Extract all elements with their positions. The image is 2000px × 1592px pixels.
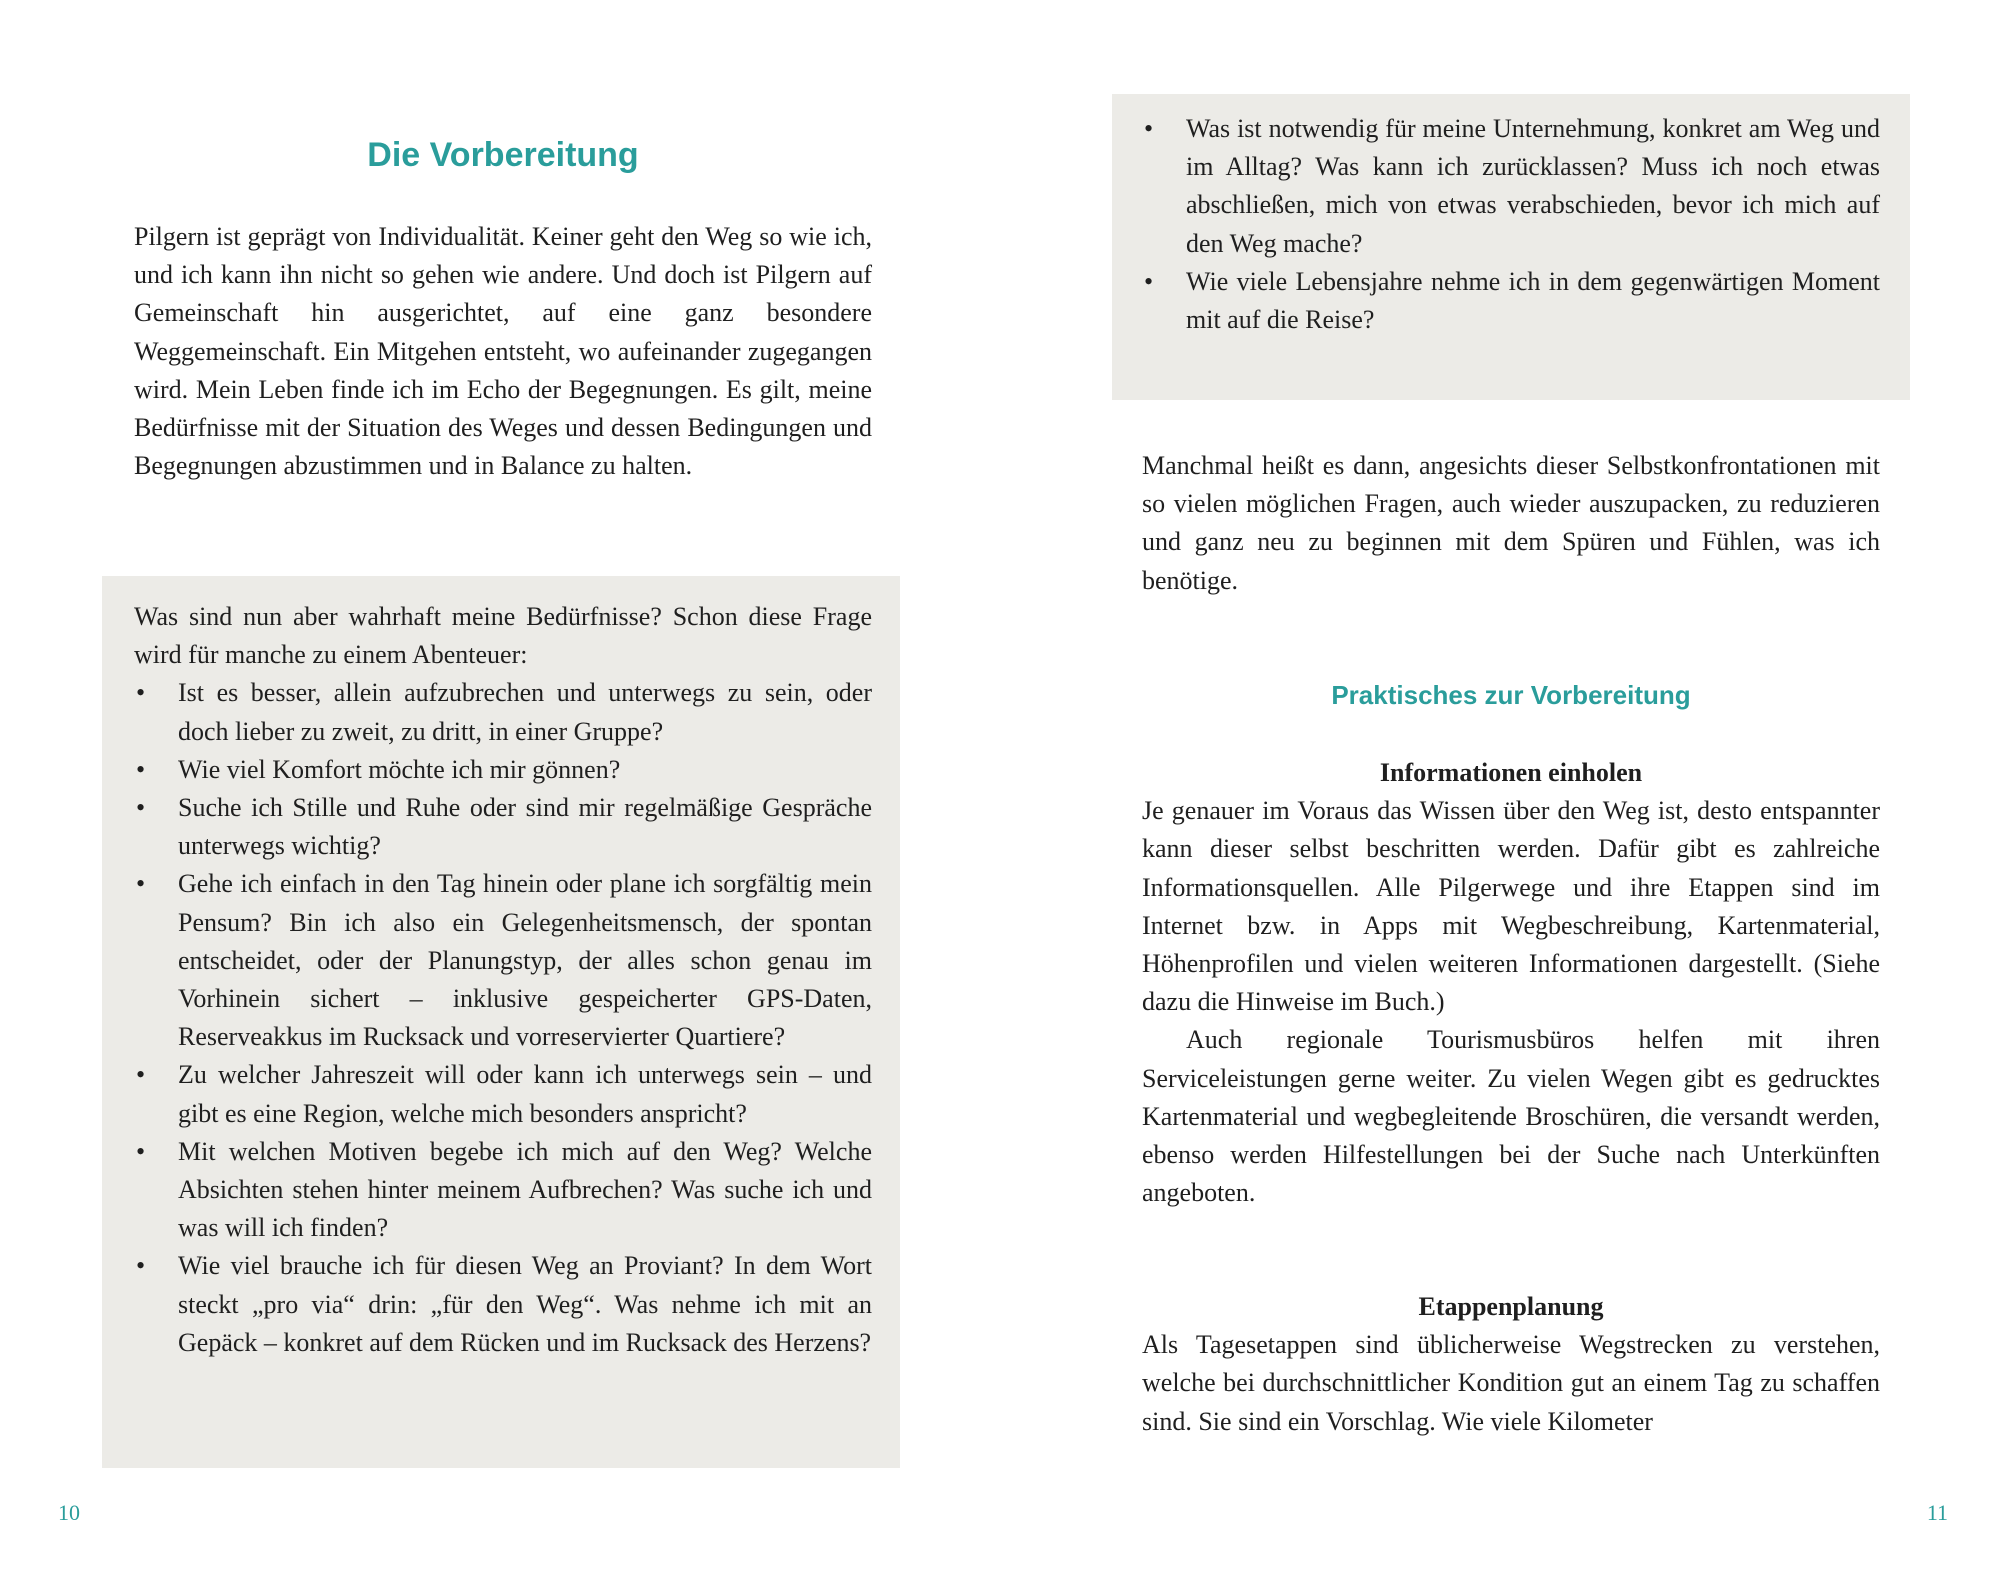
bullet-icon: • [136, 1251, 146, 1281]
bullet-icon: • [136, 678, 146, 708]
page-number-right: 11 [1926, 1500, 1948, 1525]
continued-question-box [1112, 94, 1910, 400]
section-subheading: Praktisches zur Vorbereitung [1331, 680, 1691, 710]
list-item: • Wie viel Komfort möchte ich mir gönnen? [134, 751, 872, 789]
chapter-heading: Die Vorbereitung [367, 136, 639, 174]
list-item: • Suche ich Stille und Ruhe oder sind mir regelmäßige Gespräche unterwegs wichtig? [134, 789, 872, 865]
section-title-information: Informationen einholen [1379, 758, 1643, 787]
needs-bullet-list [134, 674, 872, 1362]
information-paragraph-1: Je genauer im Voraus das Wissen über den Weg ist, desto entspannter kann dieser selbst beschritten werden. Dafür gibt es zahlreiche Informationsquellen. Alle Pilgerwege und ihre Etappen sind im Internet bzw. in Apps mit Wegbeschreibung, Kartenmaterial, Höhenprofilen und vielen weiteren Informationen dargestellt. (Siehe dazu die Hinweise im Buch.) [1142, 796, 1880, 1017]
information-paragraph-2: Auch regionale Tourismusbüros helfen mit ihren Serviceleistungen gerne weiter. Zu vielen Wegen gibt es gedrucktes Kartenmaterial und wegbegleitende Broschüren, die versandt werden, ebenso werden Hilfestellungen bei der Suche nach Unterkünften angeboten. [1142, 1025, 1880, 1208]
needs-question-box [102, 576, 900, 1468]
section-title-stage-planning: Etappenplanung [1418, 1292, 1604, 1321]
bullet-icon: • [1144, 266, 1154, 296]
list-item: • Wie viele Lebensjahre nehme ich in dem gegenwärtigen Moment mit auf die Reise? [1142, 263, 1880, 339]
reflection-paragraph: Manchmal heißt es dann, angesichts dieser Selbstkonfrontationen mit so vielen möglichen Fragen, auch wieder auszupacken, zu reduzieren und ganz neu zu beginnen mit dem Spüren und Fühlen, was ich benötige. [1142, 451, 1880, 595]
bullet-icon: • [1144, 114, 1154, 143]
bullet-icon: • [136, 1060, 146, 1090]
continued-bullet-list [1142, 110, 1880, 339]
list-item: • Wie viel brauche ich für diesen Weg an Proviant? In dem Wort steckt „pro via“ drin: „für den Weg“. Was nehme ich mit an Gepäck – konkret auf dem Rücken und im Rucksack des Herzens? [134, 1247, 872, 1362]
bullet-icon: • [136, 754, 146, 784]
information-section [1142, 754, 1880, 1212]
bullet-icon: • [136, 869, 146, 899]
list-item: • Mit welchen Motiven begebe ich mich auf den Weg? Welche Absichten stehen hinter meinem Aufbrechen? Was suche ich und was will ich finden? [134, 1133, 872, 1248]
right-page [1000, 0, 2000, 1592]
bullet-icon: • [136, 1136, 146, 1166]
intro-paragraph: Pilgern ist geprägt von Individualität. Keiner geht den Weg so wie ich, und ich kann ihn nicht so gehen wie andere. Und doch ist Pilgern auf Gemeinschaft hin ausgerichtet, auf eine ganz besondere Weggemeinschaft. Ein Mitgehen entsteht, wo aufeinander zugegangen wird. Mein Leben finde ich im Echo der Begegnungen. Es gilt, meine Bedürfnisse mit der Situation des Weges und dessen Bedingungen und Begegnungen abzustimmen und in Balance zu halten. [134, 222, 872, 481]
list-item: • Ist es besser, allein aufzubrechen und unterwegs zu sein, oder doch lieber zu zweit, zu dritt, in einer Gruppe? [134, 674, 872, 750]
list-item: • Was ist notwendig für meine Unternehmung, konkret am Weg und im Alltag? Was kann ich zurücklassen? Muss ich noch etwas abschließen, mich von etwas verabschieden, bevor ich mich auf den Weg mache? [1142, 110, 1880, 263]
stage-planning-section [1142, 1288, 1880, 1441]
box-intro-text: Was sind nun aber wahrhaft meine Bedürfnisse? Schon diese Frage wird für manche zu einem Abenteuer: [134, 602, 872, 670]
bullet-icon: • [136, 793, 146, 823]
list-item: • Zu welcher Jahreszeit will oder kann ich unterwegs sein – und gibt es eine Region, welche mich besonders anspricht? [134, 1056, 872, 1132]
list-item: • Gehe ich einfach in den Tag hinein oder plane ich sorgfältig mein Pensum? Bin ich also ein Gelegenheitsmensch, der spontan entscheidet, oder der Planungstyp, der alles schon genau im Vorhinein sichert – inklusive gespeicherter GPS-Daten, Reserveakkus im Rucksack und vorreservierter Quartiere? [134, 865, 872, 1056]
stage-planning-paragraph: Als Tagesetappen sind üblicherweise Wegstrecken zu verstehen, welche bei durchschnittlicher Kondition gut an einem Tag zu schaffen sind. Sie sind ein Vorschlag. Wie viele Kilometer [1142, 1330, 1880, 1436]
page-number-left: 10 [58, 1500, 80, 1525]
